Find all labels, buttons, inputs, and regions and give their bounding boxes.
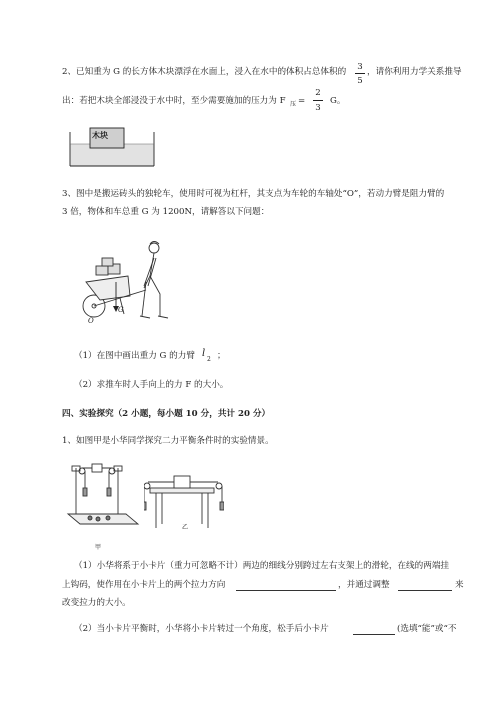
wheelbarrow-figure	[80, 236, 176, 328]
force-subscript: 压	[290, 101, 297, 108]
exp1-sub1-line3: 改变拉力的大小。	[62, 598, 131, 608]
fraction-bar	[313, 100, 323, 101]
lever-arm-subscript: 2	[207, 356, 211, 363]
fraction-denominator: 3	[315, 103, 321, 113]
water-container-figure	[68, 126, 158, 170]
q3-sub2: （2）求推车时人手向上的力 F 的大小。	[74, 380, 229, 390]
fraction-denominator: 5	[357, 76, 363, 86]
q2-line1-text: 2、已知重为 G 的长方体木块漂浮在水面上，浸入在水中的体积占总体积的	[62, 67, 347, 77]
figure-label-jia: 甲	[95, 544, 102, 551]
gravity-label-g: G	[118, 306, 124, 314]
exp1-intro: 1、如图甲是小华同学探究二力平衡条件时的实验情景。	[62, 436, 274, 446]
fraction-numerator: 3	[357, 62, 363, 72]
block-label: 木块	[92, 130, 108, 140]
exp1-sub1-line1: （1）小华将系于小卡片（重力可忽略不计）两边的细线分别跨过左右支架上的滑轮，在线的两端挂	[74, 561, 450, 571]
exp1-sub1-line2: 上钩码，使作用在小卡片上的两个拉力方向	[62, 580, 226, 590]
q2-line2-text: 出：若把木块全部浸没于水中时，至少需要施加的压力为 F	[62, 96, 286, 106]
exp1-sub1-mid: ，并通过调整	[338, 580, 390, 590]
q2-line1-tail: ，请你利用力学关系推导	[367, 67, 462, 77]
q2-line2-tail: G。	[330, 96, 346, 106]
experiment-figure-jia	[66, 458, 140, 534]
answer-blank[interactable]	[353, 634, 395, 635]
fraction-bar	[355, 73, 365, 74]
section-heading: 四、实验探究（2 小题，每小题 10 分，共计 20 分）	[62, 409, 271, 419]
experiment-figure-yi	[144, 468, 224, 530]
answer-blank[interactable]	[236, 590, 336, 591]
fraction-numerator: 2	[315, 88, 321, 98]
equals-sign: =	[298, 96, 306, 106]
exp1-sub1-end: 来	[455, 580, 464, 590]
q3-line2: 3 倍，物体和车总重 G 为 1200N，请解答以下问题：	[62, 207, 270, 217]
answer-blank[interactable]	[398, 590, 452, 591]
q3-sub1: （1）在图中画出重力 G 的力臂	[74, 351, 195, 361]
q3-sub1-tail: ；	[217, 351, 226, 361]
lever-arm-symbol: l	[202, 348, 206, 359]
fulcrum-label-o: O	[88, 317, 94, 325]
exp1-sub2-text: （2）当小卡片平衡时，小华将小卡片转过一个角度，松手后小卡片	[74, 624, 329, 634]
q3-line1: 3、图中是搬运砖头的独轮车，使用时可视为杠杆，其支点为车轮的车轴处“O”，若动力臂是阻力臂的	[62, 189, 445, 199]
figure-label-yi: 乙	[182, 524, 189, 531]
exp1-sub2-tail: (选填“能”或“不	[397, 624, 457, 634]
